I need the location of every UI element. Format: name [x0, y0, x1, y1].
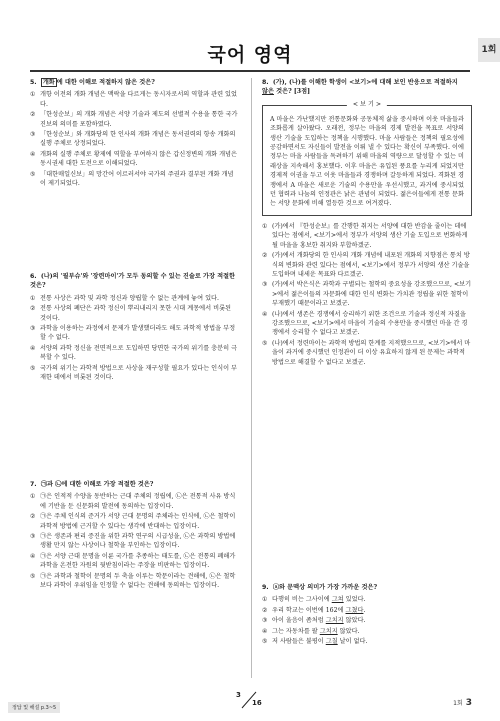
option-text-part: 저 사람들은 불평이 [272, 638, 326, 646]
option-text: 전통 사상은 과학 및 과학 정신과 양립할 수 없는 관계에 놓여 있다. [40, 294, 220, 302]
answer-option-4 [262, 627, 472, 636]
option-marker: ⑤ [262, 339, 268, 347]
option-text: 개항 이전의 개화 개념은 맥락을 다르게는 동시자로서의 역할과 관련 있었다. [40, 91, 238, 108]
answer-option-3 [262, 616, 472, 625]
round-tab: 1회 [478, 38, 500, 62]
answer-option-1 [30, 492, 238, 511]
option-text: 전통 사상의 폐단은 과학 정신이 뿌리내리지 못한 시대 계몽에서 비롯된 것이다. [40, 305, 232, 322]
column-divider [251, 78, 252, 678]
answer-option-5 [30, 170, 238, 189]
answer-option-1 [30, 294, 238, 303]
footer-round-label: 1회 [453, 700, 463, 707]
option-text-part: 않았다. [337, 627, 360, 635]
underlined-not: 않은 [262, 88, 274, 96]
option-marker: ① [30, 493, 36, 501]
option-marker: ⑤ [30, 364, 36, 372]
underlined-word: 그치지 [325, 617, 344, 625]
option-text [272, 627, 472, 636]
question-8-stem: 8. (가), (나)를 이해한 학생이 <보기>에 대해 보인 반응으로 적절하지 않은 것은? [3점] [262, 79, 458, 96]
option-text: (나)에서 생존은 경쟁에서 승리하기 위한 조건으로 기술과 정신적 자질을 강조했으므로, <보기>에서 마을이 기술의 수용만을 중시했던 마을 간 경쟁에서 승리할 수 없다고 보겠군. [272, 310, 468, 337]
option-text: (가)에서 박은식은 과학과 구별되는 철학의 중요성을 강조했으므로, <보기>에서 젊은이들의 자문화에 대한 인식 변화는 가치관 정립을 위한 철학이 부재했기 때문이라고 보겠군. [272, 281, 472, 308]
answer-option-4 [30, 552, 238, 571]
answer-option-2 [30, 110, 238, 129]
bogi-box [262, 100, 472, 216]
answer-option-2 [30, 304, 238, 323]
question-5-stem: 5. 개화 에 대한 이해로 적절하지 않은 것은? [30, 79, 155, 86]
question-7 [30, 480, 238, 591]
option-marker: ⑤ [262, 638, 268, 646]
option-marker: ② [262, 252, 268, 260]
bogi-text: A 마을은 가난했지만 전통문화와 공동체적 삶을 중시하며 이웃 마을들과 조화롭게 살아왔다. 오래전, 정부는 마을의 경제 발전을 목표로 서양의 생산 기술을 도입하는 정책을 시행했다. 마을 사람들은 정책의 필요성에 공감하면서도 자신들이 발전을 이뤄 낼 수 있다는 확신이 부족했다. 이에 정부는 마을 사람들을 독려하기 위해 마을의 역량으로 달성할 수 있는 미래상을 지속해서 홍보했다. 이후 마을은 유입된 풍요를 누리게 되었지만 경제적 이권을 두고 이웃 마을들과 경쟁하며 갈등하게 되었다. 격화된 경쟁에서 A 마을은 새로운 기술의 수용만을 우선시했고, 과거에 중시되었던 협력과 나눔의 인정관은 낡은 관념이 되었다. 젊은이들에게 전통 문화는 서양 문화에 비해 열등한 것으로 여겨졌다. [270, 115, 464, 208]
option-text: ㉠은 과학과 철학이 문명의 두 축을 이루는 학문이라는 견해에, ㉡은 철학보다 과학이 우위임을 인정할 수 없다는 견해에 동의하는 입장이다. [40, 572, 236, 590]
option-marker: ④ [262, 310, 268, 318]
option-marker: ③ [30, 325, 36, 333]
page-total: 16 [252, 699, 262, 707]
answer-option-1 [262, 595, 472, 604]
boxed-term: 개화 [42, 79, 55, 86]
option-text-part: 아이 울음이 좀처럼 [272, 617, 326, 625]
question-8-options [262, 222, 472, 367]
option-marker: ④ [30, 552, 36, 560]
option-text: (가)에서 개화당의 한 인사의 개화 개념에 내포된 개화의 지향점은 통치 방식의 변화와 관련 있다는 점에서, <보기>에서 정부가 서양의 생산 기술을 도입하며 내세운 목표와 다르겠군. [272, 252, 470, 278]
option-text-part: . [363, 606, 366, 614]
option-marker: ④ [30, 344, 36, 352]
option-text: 「한성순보」의 개화 개념은 서양 기술과 제도의 선별적 수용을 통한 국가 진보의 의미를 포함하였다. [40, 111, 238, 128]
option-text: ㉠은 주체 인식의 준거가 서양 근대 문명의 주체라는 인식에, ㉡은 철학이 과학적 방법에 근거할 수 있다는 생각에 반대하는 입장이다. [40, 513, 236, 530]
question-7-options [30, 492, 238, 590]
option-text-part: 날이 없다. [337, 638, 368, 646]
underlined-word: 그쳐 [331, 596, 344, 604]
option-marker: ② [30, 513, 36, 521]
answer-option-3 [30, 532, 238, 551]
answer-option-1 [262, 222, 472, 250]
question-9-options [262, 595, 472, 646]
question-7-stem: 7. ㉠과 ㉡에 대한 이해로 가장 적절한 것은? [30, 481, 154, 488]
answer-option-4 [30, 344, 238, 363]
option-marker: ① [30, 294, 36, 302]
answer-option-3 [30, 130, 238, 149]
option-text-part: 다행히 비는 그사이에 [272, 596, 332, 604]
answer-option-4 [30, 150, 238, 169]
answer-option-5 [262, 339, 472, 367]
option-marker: ③ [30, 533, 36, 541]
question-9-stem: 9. ⓐ와 문맥상 의미가 가장 가까운 것은? [262, 584, 378, 591]
option-marker: ① [30, 91, 36, 99]
option-text: 개화의 실행 주체로 황제에 역할을 부여하지 않은 갑신정변의 개화 개념은 동시권세 대한 도전으로 이해되었다. [40, 150, 238, 168]
title-rule [30, 70, 470, 72]
page-title: 국어 영역 [207, 44, 293, 66]
underlined-word: 그쳤다 [345, 606, 364, 614]
option-marker: ③ [262, 281, 268, 289]
option-text-part: 그는 자동차를 팔 [272, 627, 320, 635]
option-text-part: 있었다. [343, 596, 366, 604]
answer-option-5 [30, 364, 238, 383]
option-marker: ⑤ [30, 572, 36, 580]
option-text: (나)에서 정련마이는 과학적 방법의 한계를 지적했으므로, <보기>에서 마을이 과거에 중시했던 인정관이 더 이상 유효하지 않게 된 문제는 과학적 방법으로 해결할 수 없다고 보겠군. [272, 339, 471, 366]
question-8 [262, 78, 472, 368]
page-current: 3 [236, 691, 241, 699]
option-text: ㉠은 생존과 편리 증진을 위한 과학 연구의 시급성을, ㉡은 과학의 방법에 생활 만지 않는 사상이나 철학을 부인하는 입장이다. [40, 533, 236, 550]
footer-page [453, 698, 472, 708]
option-text: 「대한매일신보」의 망간어 이르러서야 국가의 주권과 결부된 개화 개념이 제기되었다. [40, 170, 234, 188]
underlined-word: 그치지 [319, 627, 338, 635]
answer-badge: 정답 및 해설 p.3~5 [8, 702, 60, 713]
question-5-options [30, 90, 238, 188]
option-marker: ① [262, 596, 268, 604]
option-marker: ② [262, 606, 268, 614]
question-5 [30, 78, 238, 189]
option-text [272, 595, 472, 604]
answer-option-3 [30, 324, 238, 343]
answer-option-1 [30, 90, 238, 109]
option-text [272, 616, 472, 625]
page-counter [230, 691, 270, 709]
option-text-part: 않았다. [343, 617, 366, 625]
answer-option-2 [30, 512, 238, 531]
option-marker: ④ [30, 150, 36, 158]
footer-page-number: 3 [465, 698, 472, 708]
option-marker: ④ [262, 627, 268, 635]
option-text: ㉠은 인적적 수양을 동반하는 근대 주체의 정립에, ㉡은 전통적 사유 방식에 기반을 둔 신문화의 발전에 동의하는 입장이다. [40, 493, 236, 510]
option-text-part: 우리 학교는 이번에 162에 [272, 606, 346, 614]
question-9 [262, 583, 472, 647]
bogi-label: < 보 기 > [347, 100, 387, 109]
option-marker: ② [30, 111, 36, 119]
option-text [272, 606, 472, 615]
answer-option-4 [262, 310, 472, 338]
option-marker: ① [262, 222, 268, 230]
option-text: 국가의 위기는 과학적 방법으로 사상을 재구성할 필요가 있다는 인식이 부재한 데에서 비롯된 것이다. [40, 364, 238, 382]
option-marker: ⑤ [30, 170, 36, 178]
option-text: 「한성순보」와 개화당의 한 인사의 개화 개념은 동서권력의 항송 개화의 실행 주체로 상정되었다. [40, 131, 236, 148]
answer-option-2 [262, 251, 472, 279]
option-marker: ③ [262, 617, 268, 625]
option-text: 과학을 이용하는 과정에서 문제가 발생했더라도 해도 과학적 방법을 부정할 수 없다. [40, 325, 236, 342]
answer-option-3 [262, 280, 472, 308]
answer-option-5 [262, 637, 472, 646]
option-text: ㉠은 서양 근대 문명을 이룬 국가를 추종하는 태도를, ㉡은 전통의 폐해가 과학을 온전한 자원의 뒷받침이라는 주장을 비판하는 입장이다. [40, 552, 236, 570]
question-6-stem: 6. (나)의 '필부슈'와 '장련마이'가 모두 동의할 수 있는 진술로 가장 적절한 것은? [30, 273, 236, 290]
option-marker: ③ [30, 131, 36, 139]
question-6-options [30, 294, 238, 383]
answer-option-5 [30, 572, 238, 591]
option-text: 서양의 과학 정신을 전면적으로 도입하면 당면한 국가의 위기를 충분히 극복할 수 있다. [40, 344, 238, 362]
option-text: (가)에서 『한성순보』를 간행한 취지는 서양에 대한 반감을 줄이는 데에 있다는 점에서, <보기>에서 정부가 서양의 생산 기술 도입으로 번화하게 될 마을을 홍보한 취지와 부합하겠군. [272, 222, 468, 249]
option-text [272, 637, 472, 646]
underlined-word: 그칠 [325, 638, 338, 646]
question-6 [30, 272, 238, 383]
answer-option-2 [262, 606, 472, 615]
option-marker: ② [30, 305, 36, 313]
